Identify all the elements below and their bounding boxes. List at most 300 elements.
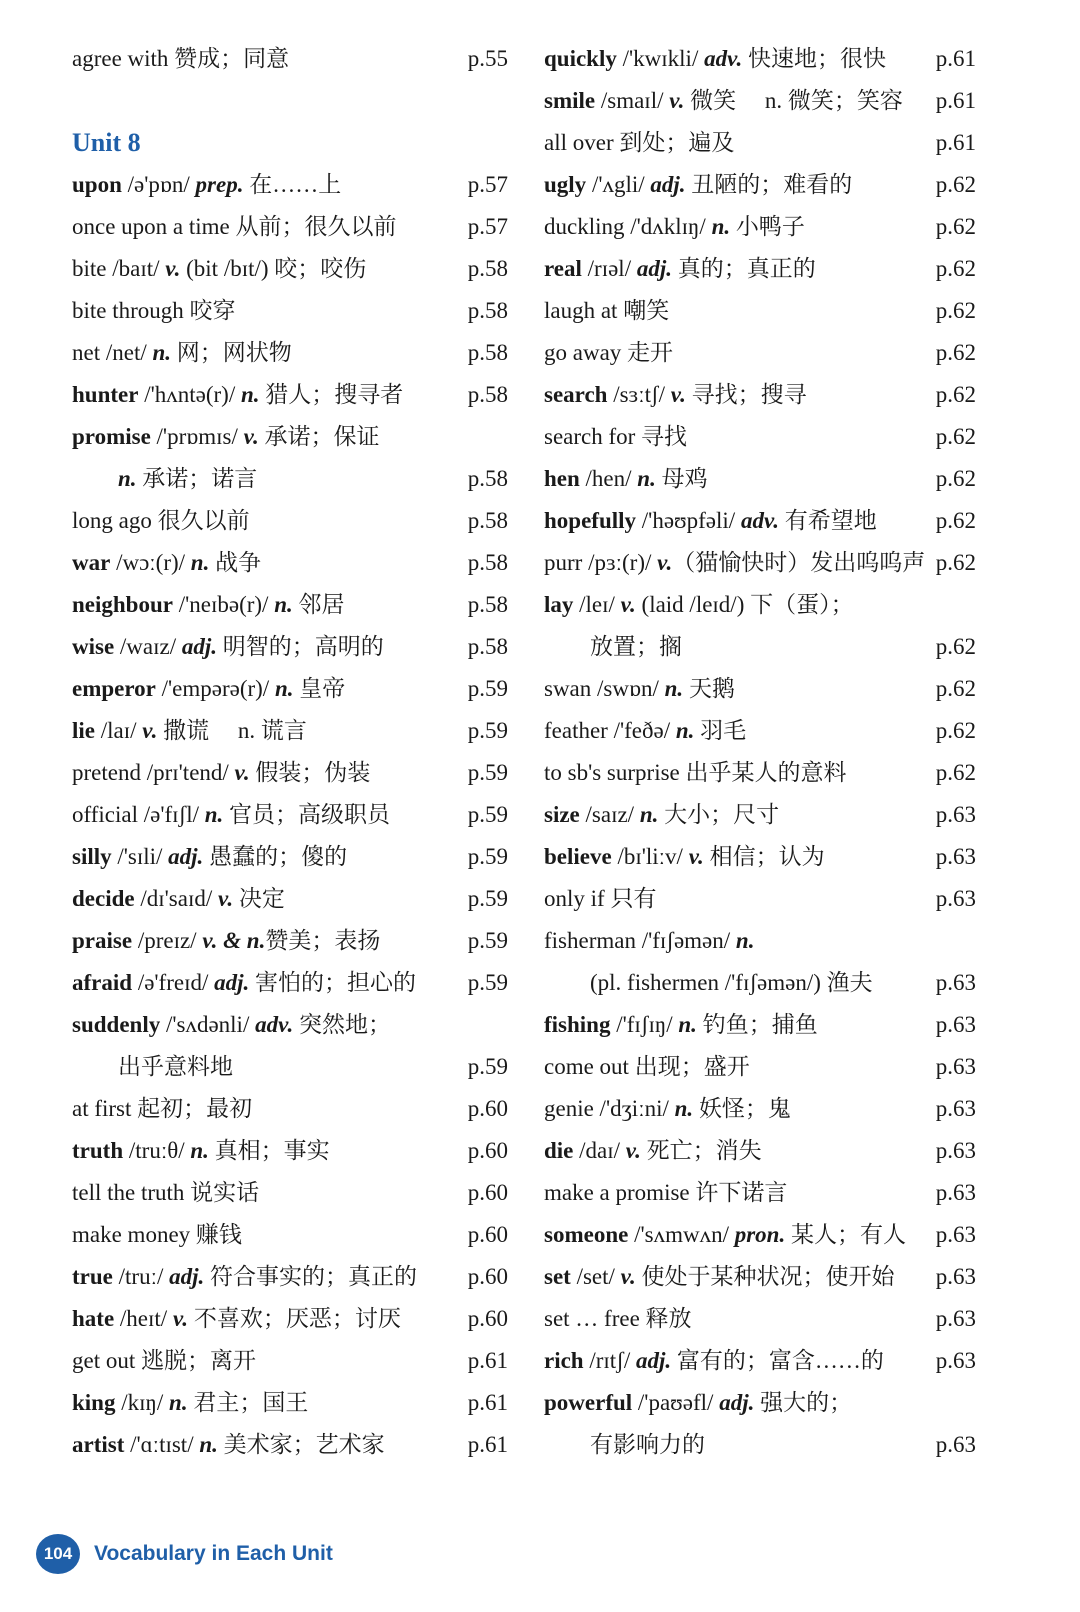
vocab-entry	[544, 1424, 976, 1466]
headword: hen	[544, 466, 580, 491]
phonetic: 有影响力的	[590, 1432, 705, 1457]
entry-text	[72, 1130, 330, 1172]
entry-text	[72, 38, 289, 80]
entry-text	[544, 80, 903, 122]
vocab-entry	[544, 1046, 976, 1088]
vocab-entry	[72, 710, 508, 752]
definition: 官员；高级职员	[223, 802, 391, 827]
phonetic: /'paʊəfl/	[632, 1390, 720, 1415]
part-of-speech: v.	[688, 844, 704, 869]
vocab-entry	[544, 1214, 976, 1256]
vocab-entry	[544, 794, 976, 836]
entry-text	[72, 752, 370, 794]
phonetic: /'kwɪkli/	[616, 46, 705, 71]
page-reference: p.63	[935, 1138, 976, 1163]
definition: 愚蠢的；傻的	[203, 844, 348, 869]
part-of-speech: v.	[657, 550, 673, 575]
vocab-entry	[72, 542, 508, 584]
page-reference: p.58	[467, 508, 508, 533]
phonetic: /'ɑːtɪst/	[124, 1432, 200, 1457]
vocab-entry	[544, 752, 976, 794]
page-reference: p.62	[935, 550, 976, 575]
vocab-entry	[544, 962, 976, 1004]
phonetic: tell the truth 说实话	[72, 1180, 260, 1205]
headword: ugly	[544, 172, 587, 197]
headword: wise	[72, 634, 115, 659]
phonetic: make money 赚钱	[72, 1222, 242, 1247]
vocab-entry	[544, 416, 976, 458]
part-of-speech: n.	[190, 1138, 209, 1163]
headword: afraid	[72, 970, 133, 995]
entry-text	[544, 38, 886, 80]
definition: 撒谎 n. 谎言	[157, 718, 307, 743]
page-reference: p.58	[467, 382, 508, 407]
definition: 美术家；艺术家	[217, 1432, 385, 1457]
phonetic: pretend /prɪ'tend/	[72, 760, 235, 785]
headword: war	[72, 550, 111, 575]
part-of-speech: n.	[169, 1390, 188, 1415]
vocab-entry	[544, 1130, 976, 1172]
page-reference: p.63	[935, 970, 976, 995]
vocab-entry	[544, 1340, 976, 1382]
entry-text	[544, 752, 847, 794]
vocab-entry	[544, 626, 976, 668]
definition: 快速地；很快	[742, 46, 886, 71]
definition: (laid /leɪd/) 下（蛋）；	[635, 592, 854, 617]
phonetic: /'prɒmɪs/	[150, 424, 244, 449]
part-of-speech: n.	[274, 592, 293, 617]
part-of-speech: n.	[637, 466, 656, 491]
definition: 承诺；保证	[258, 424, 380, 449]
entry-text	[544, 920, 754, 962]
phonetic: /rɪtʃ/	[583, 1348, 636, 1373]
page-reference: p.59	[467, 970, 508, 995]
phonetic: get out 逃脱；离开	[72, 1348, 256, 1373]
phonetic: 出乎意料地	[118, 1054, 233, 1079]
entry-text	[72, 920, 380, 962]
page-reference: p.59	[467, 676, 508, 701]
headword: someone	[544, 1222, 629, 1247]
phonetic: go away 走开	[544, 340, 674, 365]
page-reference: p.63	[935, 1180, 976, 1205]
page-reference: p.62	[935, 382, 976, 407]
phonetic: /'sʌdənli/	[160, 1012, 256, 1037]
definition: 强大的；	[754, 1390, 853, 1415]
entry-text	[544, 374, 807, 416]
entry-text	[72, 542, 261, 584]
part-of-speech: adv.	[255, 1012, 294, 1037]
vocab-entry	[544, 1298, 976, 1340]
vocab-entry	[72, 248, 508, 290]
entry-text	[72, 1256, 417, 1298]
entry-text	[544, 794, 779, 836]
entry-text	[544, 248, 816, 290]
vocab-entry	[72, 206, 508, 248]
entry-text	[544, 710, 746, 752]
part-of-speech: adj.	[636, 1348, 672, 1373]
vocab-entry	[72, 1340, 508, 1382]
part-of-speech: adj.	[636, 256, 672, 281]
definition: 不喜欢；厌恶；讨厌	[188, 1306, 401, 1331]
entry-text	[72, 500, 250, 542]
headword: artist	[72, 1432, 125, 1457]
vocab-entry	[72, 38, 508, 80]
page-reference: p.61	[467, 1390, 508, 1415]
vocab-entry	[72, 1424, 508, 1466]
phonetic: /waɪz/	[114, 634, 182, 659]
vocab-entry	[72, 668, 508, 710]
phonetic: fisherman /'fɪʃəmən/	[544, 928, 736, 953]
phonetic: /hen/	[579, 466, 638, 491]
page-reference: p.59	[467, 886, 508, 911]
vocab-entry	[544, 668, 976, 710]
entry-text	[544, 122, 734, 164]
page-reference: p.57	[467, 214, 508, 239]
entry-text	[72, 794, 390, 836]
page-reference: p.62	[935, 424, 976, 449]
headword: hopefully	[544, 508, 637, 533]
vocab-entry	[72, 458, 508, 500]
definition: 大小；尺寸	[658, 802, 780, 827]
entry-text	[544, 1046, 750, 1088]
phonetic: duckling /'dʌklɪŋ/	[544, 214, 712, 239]
definition: 某人；有人	[785, 1222, 906, 1247]
vocab-entry	[544, 584, 976, 626]
page-reference: p.59	[467, 928, 508, 953]
headword: praise	[72, 928, 133, 953]
headword: promise	[72, 424, 151, 449]
part-of-speech: n.	[678, 1012, 697, 1037]
vocab-entry	[544, 1256, 976, 1298]
entry-text	[544, 878, 656, 920]
vocab-entry	[544, 920, 976, 962]
vocab-entry	[544, 1004, 976, 1046]
page-number-badge: 104	[36, 1534, 80, 1574]
entry-text	[544, 500, 877, 542]
headword: smile	[544, 88, 596, 113]
definition: 君主；国王	[187, 1390, 309, 1415]
phonetic: laugh at 嘲笑	[544, 298, 670, 323]
entry-text	[72, 1298, 401, 1340]
page-reference: p.61	[467, 1432, 508, 1457]
page-reference: p.58	[467, 256, 508, 281]
definition: 丑陋的；难看的	[685, 172, 853, 197]
definition: 战争	[209, 550, 262, 575]
part-of-speech: adj.	[650, 172, 686, 197]
vocab-entry	[544, 500, 976, 542]
part-of-speech: n.	[675, 718, 695, 743]
vocab-entry	[544, 1172, 976, 1214]
headword: truth	[72, 1138, 124, 1163]
entry-text	[544, 542, 925, 584]
page-reference: p.59	[467, 802, 508, 827]
part-of-speech: n.	[274, 676, 294, 701]
page-reference: p.58	[467, 550, 508, 575]
definition: （猫愉快时）发出呜呜声	[672, 550, 926, 575]
vocab-entry	[72, 920, 508, 962]
entry-text	[72, 1214, 242, 1256]
phonetic: /'sʌmwʌn/	[628, 1222, 735, 1247]
definition: 有希望地	[779, 508, 877, 533]
definition: 小鸭子	[730, 214, 805, 239]
page-reference: p.58	[467, 592, 508, 617]
page-reference: p.58	[467, 340, 508, 365]
phonetic: /truːθ/	[123, 1138, 191, 1163]
part-of-speech: v. & n.	[202, 928, 266, 953]
part-of-speech: pron.	[734, 1222, 786, 1247]
entry-text	[72, 1046, 233, 1088]
vocab-entry	[544, 38, 976, 80]
vocab-entry	[544, 458, 976, 500]
entry-text	[72, 164, 341, 206]
entry-text	[72, 1340, 256, 1382]
headword: fishing	[544, 1012, 611, 1037]
headword: hunter	[72, 382, 139, 407]
entry-text	[544, 458, 708, 500]
entry-text	[544, 416, 687, 458]
vocab-entry	[72, 1046, 508, 1088]
phonetic: /'ʌgli/	[586, 172, 651, 197]
headword: king	[72, 1390, 116, 1415]
phonetic: /kɪŋ/	[115, 1390, 170, 1415]
page-reference: p.59	[467, 718, 508, 743]
headword: powerful	[544, 1390, 633, 1415]
page-reference: p.62	[935, 634, 976, 659]
entry-text	[72, 962, 416, 1004]
part-of-speech: v.	[625, 1138, 641, 1163]
headword: lie	[72, 718, 95, 743]
phonetic: official /ə'fɪʃl/	[72, 802, 205, 827]
phonetic: /'həʊpfəli/	[636, 508, 741, 533]
part-of-speech: v.	[620, 1264, 636, 1289]
phonetic: /preɪz/	[132, 928, 203, 953]
definition: 突然地；	[293, 1012, 391, 1037]
entry-text	[544, 1214, 906, 1256]
entry-text	[72, 332, 292, 374]
entry-text	[544, 1382, 852, 1424]
part-of-speech: v.	[670, 382, 686, 407]
footer-title: Vocabulary in Each Unit	[94, 1542, 333, 1565]
phonetic: (pl. fishermen /'fɪʃəmən/) 渔夫	[590, 970, 873, 995]
entry-text	[72, 290, 236, 332]
phonetic: /rɪəl/	[581, 256, 637, 281]
headword: hate	[72, 1306, 115, 1331]
page-reference: p.60	[467, 1306, 508, 1331]
page-reference: p.61	[935, 88, 976, 113]
entry-text	[544, 836, 825, 878]
definition: 在……上	[243, 172, 342, 197]
vocab-entry	[72, 332, 508, 374]
phonetic: /set/	[570, 1264, 621, 1289]
vocab-entry	[544, 290, 976, 332]
phonetic: to sb's surprise 出乎某人的意料	[544, 760, 847, 785]
phonetic: /wɔː(r)/	[110, 550, 191, 575]
part-of-speech: v.	[217, 886, 234, 911]
headword: emperor	[72, 676, 156, 701]
headword: quickly	[544, 46, 617, 71]
vocab-entry	[72, 1004, 508, 1046]
page-reference: p.58	[467, 298, 508, 323]
definition: 符合事实的；真正的	[204, 1264, 417, 1289]
part-of-speech: adv.	[740, 508, 780, 533]
entry-text	[72, 248, 366, 290]
left-column	[72, 38, 508, 1466]
phonetic: purr /pɜː(r)/	[544, 550, 658, 575]
phonetic: /'sɪli/	[111, 844, 169, 869]
vocab-entry	[72, 164, 508, 206]
phonetic: bite through 咬穿	[72, 298, 236, 323]
phonetic: /laɪ/	[95, 718, 143, 743]
page-reference: p.63	[935, 1432, 976, 1457]
headword: rich	[544, 1348, 584, 1373]
vocab-entry	[544, 374, 976, 416]
part-of-speech: adj.	[214, 970, 250, 995]
definition: 天鹅	[683, 676, 735, 701]
entry-text	[544, 1424, 705, 1466]
definition: 决定	[233, 886, 285, 911]
definition: (bit /bɪt/) 咬；咬伤	[180, 256, 367, 281]
entry-text	[72, 1172, 259, 1214]
phonetic: set … free 释放	[544, 1306, 692, 1331]
phonetic: /ə'freɪd/	[132, 970, 215, 995]
phonetic: /ə'pɒn/	[121, 172, 196, 197]
phonetic: /bɪ'liːv/	[611, 844, 689, 869]
page-reference: p.62	[935, 214, 976, 239]
vocab-entry	[72, 416, 508, 458]
vocab-entry	[544, 80, 976, 122]
vocab-entry	[72, 1130, 508, 1172]
headword: size	[544, 802, 580, 827]
definition: 明智的；高明的	[217, 634, 384, 659]
page-reference: p.62	[935, 718, 976, 743]
vocab-entry	[544, 878, 976, 920]
page-reference: p.60	[467, 1180, 508, 1205]
part-of-speech: n.	[674, 1096, 694, 1121]
definition: 承诺；诺言	[136, 466, 258, 491]
part-of-speech: v.	[165, 256, 181, 281]
phonetic: /saɪz/	[579, 802, 640, 827]
vocab-entry	[544, 122, 976, 164]
phonetic: come out 出现；盛开	[544, 1054, 750, 1079]
headword: set	[544, 1264, 571, 1289]
page-reference: p.59	[467, 1054, 508, 1079]
definition: 真相；事实	[208, 1138, 330, 1163]
vocab-entry	[72, 794, 508, 836]
entry-text	[544, 1340, 884, 1382]
part-of-speech: n.	[118, 466, 137, 491]
headword: lay	[544, 592, 574, 617]
definition: 假装；伪装	[249, 760, 371, 785]
headword: search	[544, 382, 608, 407]
definition: 猎人；搜寻者	[259, 382, 404, 407]
right-column	[544, 38, 976, 1466]
part-of-speech: v.	[172, 1306, 189, 1331]
vocab-entry	[72, 1088, 508, 1130]
page-reference: p.63	[935, 1348, 976, 1373]
definition: 邻居	[292, 592, 345, 617]
page-reference: p.62	[935, 172, 976, 197]
vocab-entry	[72, 290, 508, 332]
definition: 害怕的；担心的	[249, 970, 417, 995]
page-reference: p.57	[467, 172, 508, 197]
part-of-speech: n.	[735, 928, 755, 953]
headword: real	[544, 256, 582, 281]
entry-text	[72, 836, 347, 878]
part-of-speech: n.	[711, 214, 731, 239]
page-reference: p.62	[935, 508, 976, 533]
definition: 寻找；搜寻	[685, 382, 807, 407]
part-of-speech: n.	[240, 382, 260, 407]
page-reference: p.60	[467, 1222, 508, 1247]
phonetic: genie /'dʒiːni/	[544, 1096, 675, 1121]
page-reference: p.63	[935, 1054, 976, 1079]
entry-text	[72, 1004, 391, 1046]
phonetic: /'fɪʃɪŋ/	[610, 1012, 679, 1037]
phonetic: agree with 赞成；同意	[72, 46, 290, 71]
vocab-entry	[544, 164, 976, 206]
page-reference: p.62	[935, 676, 976, 701]
part-of-speech: v.	[142, 718, 158, 743]
entry-text	[544, 1004, 818, 1046]
vocab-entry	[544, 836, 976, 878]
entry-text	[72, 710, 307, 752]
part-of-speech: v.	[669, 88, 685, 113]
page-reference: p.62	[935, 340, 976, 365]
entry-text	[72, 416, 380, 458]
vocab-entry	[72, 1382, 508, 1424]
page-reference: p.63	[935, 886, 976, 911]
vocab-entry	[544, 1088, 976, 1130]
entry-text	[544, 962, 873, 1004]
entry-text	[72, 206, 397, 248]
part-of-speech: adj.	[169, 1264, 205, 1289]
phonetic: long ago 很久以前	[72, 508, 250, 533]
vocab-entry	[72, 500, 508, 542]
phonetic: all over 到处；遍及	[544, 130, 735, 155]
part-of-speech: n.	[190, 550, 210, 575]
part-of-speech: n.	[152, 340, 172, 365]
definition: 羽毛	[694, 718, 747, 743]
entry-text	[72, 1088, 252, 1130]
definition: 赞美；表扬	[265, 928, 381, 953]
part-of-speech: adj.	[168, 844, 204, 869]
phonetic: swan /swɒn/	[544, 676, 665, 701]
unit-heading: Unit 8	[72, 128, 141, 157]
part-of-speech: n.	[639, 802, 659, 827]
entry-text	[72, 584, 345, 626]
page-reference: p.62	[935, 760, 976, 785]
page-reference: p.60	[467, 1138, 508, 1163]
page-footer	[36, 1534, 333, 1574]
phonetic: once upon a time 从前；很久以前	[72, 214, 397, 239]
vocab-entry	[544, 206, 976, 248]
entry-text	[544, 332, 673, 374]
vocab-entry	[72, 374, 508, 416]
headword: silly	[72, 844, 112, 869]
phonetic: /'hʌntə(r)/	[138, 382, 241, 407]
entry-text	[544, 584, 854, 626]
part-of-speech: v.	[234, 760, 250, 785]
entry-text	[544, 1088, 791, 1130]
phonetic: at first 起初；最初	[72, 1096, 253, 1121]
phonetic: search for 寻找	[544, 424, 688, 449]
phonetic: bite /baɪt/	[72, 256, 166, 281]
phonetic: /smaɪl/	[595, 88, 670, 113]
part-of-speech: v.	[243, 424, 259, 449]
entry-text	[72, 668, 345, 710]
entry-text	[544, 1256, 895, 1298]
part-of-speech: prep.	[195, 172, 244, 197]
